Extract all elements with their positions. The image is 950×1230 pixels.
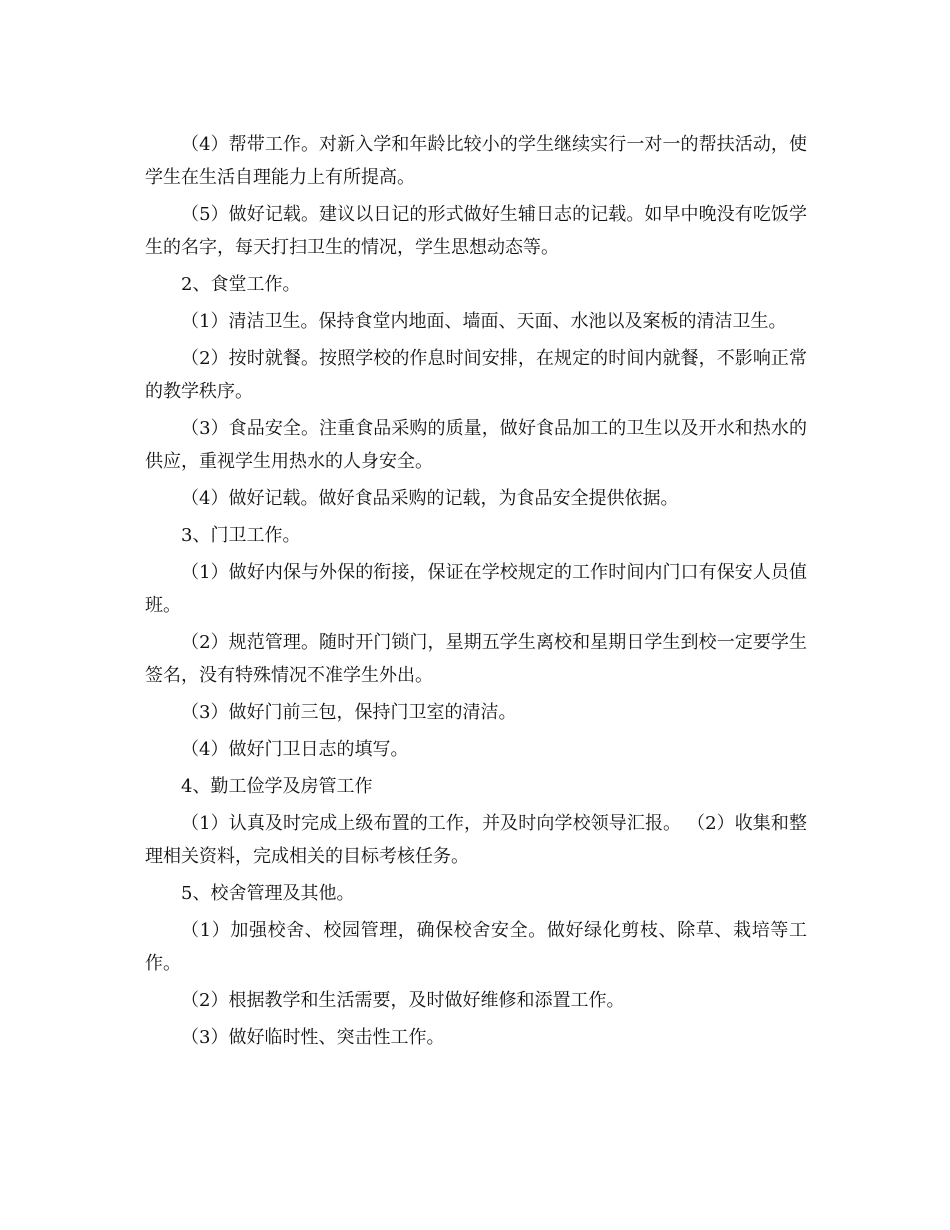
paragraph-canteen-cleaning: （1）清洁卫生。保持食堂内地面、墙面、天面、水池以及案板的清洁卫生。 bbox=[181, 311, 787, 332]
section-heading-campus: 5、校舍管理及其他。 bbox=[181, 883, 355, 904]
paragraph-canteen-meals: （2）按时就餐。按照学校的作息时间安排，在规定的时间内就餐，不影响正常的教学秩序。 bbox=[145, 348, 807, 402]
section-heading-gatekeeping: 3、门卫工作。 bbox=[181, 525, 301, 546]
paragraph-gate-security: （1）做好内保与外保的衔接，保证在学校规定的工作时间内门口有保安人员值班。 bbox=[145, 562, 807, 616]
paragraph-dorm-helper: （4）帮带工作。对新入学和年龄比较小的学生继续实行一对一的帮扶活动，使学生在生活自理能力上有所提高。 bbox=[145, 134, 807, 188]
section-heading-canteen: 2、食堂工作。 bbox=[181, 274, 301, 295]
paragraph-gate-management: （2）规范管理。随时开门锁门，星期五学生离校和星期日学生到校一定要学生签名，没有特殊情况不准学生外出。 bbox=[145, 632, 807, 686]
paragraph-dorm-records: （5）做好记载。建议以日记的形式做好生辅日志的记载。如早中晚没有吃饭学生的名字，每天打扫卫生的情况，学生思想动态等。 bbox=[145, 204, 807, 258]
paragraph-canteen-food-safety: （3）食品安全。注重食品采购的质量，做好食品加工的卫生以及开水和热水的供应，重视学生用热水的人身安全。 bbox=[145, 418, 807, 472]
paragraph-gate-cleanliness: （3）做好门前三包，保持门卫室的清洁。 bbox=[181, 702, 517, 723]
paragraph-campus-ad-hoc: （3）做好临时性、突击性工作。 bbox=[181, 1027, 445, 1048]
section-heading-work-study: 4、勤工俭学及房管工作 bbox=[181, 776, 373, 797]
document-body bbox=[145, 128, 807, 1058]
paragraph-campus-maintenance: （2）根据教学和生活需要，及时做好维修和添置工作。 bbox=[181, 990, 625, 1011]
paragraph-campus-safety: （1）加强校舍、校园管理，确保校舍安全。做好绿化剪枝、除草、栽培等工作。 bbox=[145, 920, 807, 974]
paragraph-work-study-tasks: （1）认真及时完成上级布置的工作，并及时向学校领导汇报。 （2）收集和整理相关资料，完成相关的目标考核任务。 bbox=[145, 813, 807, 867]
paragraph-gate-log: （4）做好门卫日志的填写。 bbox=[181, 739, 409, 760]
paragraph-canteen-records: （4）做好记载。做好食品采购的记载，为食品安全提供依据。 bbox=[181, 488, 679, 509]
